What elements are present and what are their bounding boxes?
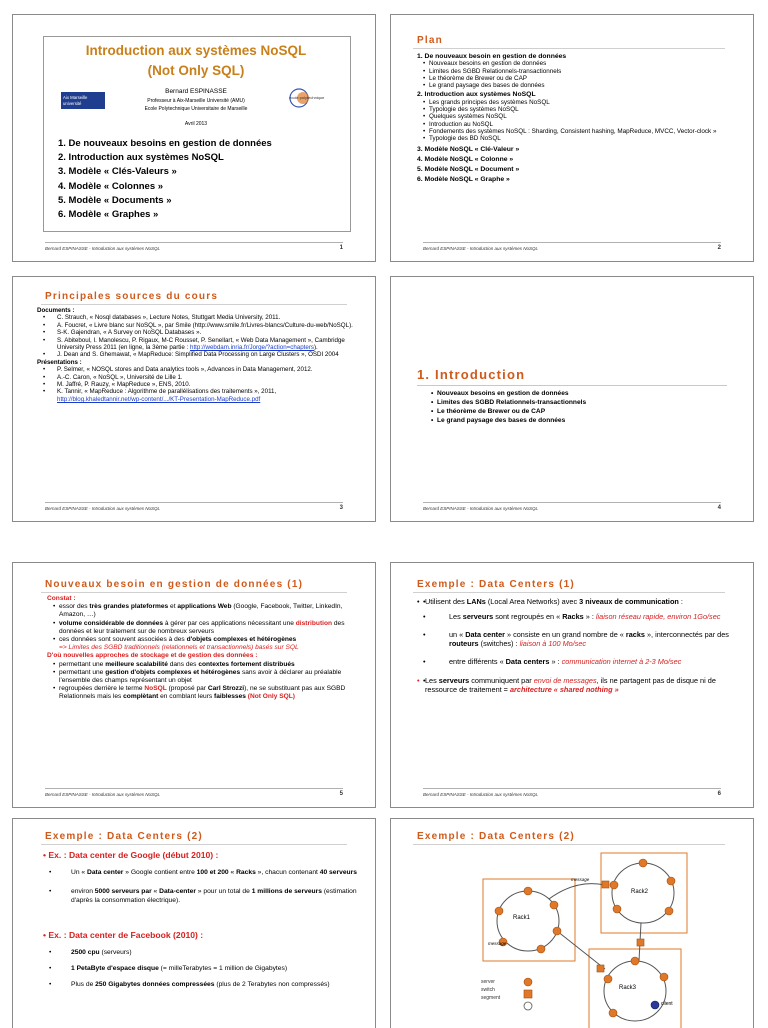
docs-label: Documents : [37, 307, 75, 314]
dc1-sub: • Les serveurs sont regroupés en « Racks » : liaison réseau rapide, environ 1Go/sec [417, 612, 735, 621]
slide-footer [423, 242, 721, 253]
plan-body [417, 51, 735, 184]
server-node [631, 957, 639, 965]
approach-item: • permettant une meilleure scalabilité dans des contextes fortement distribués [47, 661, 357, 669]
server-node [665, 907, 673, 915]
server-node [550, 901, 558, 909]
plan-section: 2. Introduction aux systèmes NoSQL [417, 91, 536, 99]
approach-item: • regroupées derrière le terme NoSQL (proposé par Carl Strozzi), ne se substituant pas aux SGBD Relationnels mais les complètant en comblant leurs faiblesses (Not Only SQL) [47, 685, 357, 701]
plan-section: 6. Modèle NoSQL « Graphe » [417, 176, 510, 184]
legend-segment: segment [481, 995, 501, 1001]
server-node [524, 887, 532, 895]
slide-title: Nouveaux besoin en gestion de données (1) [45, 579, 304, 590]
legend-switch-icon [524, 990, 532, 998]
legend [481, 978, 500, 1002]
plan-section: 1. De nouveaux besoin en gestion de données [417, 53, 567, 60]
outline-item: 6. Modèle « Graphes » [58, 209, 159, 221]
client-node [651, 1001, 659, 1009]
intro-item: • Limites des SGBD Relationnels-transactionnels [425, 398, 735, 407]
datacenter-diagram [391, 819, 754, 1028]
server-node [613, 905, 621, 913]
slide-footer [423, 788, 721, 799]
plan-section: 5. Modèle NoSQL « Document » [417, 166, 520, 174]
switch-node [602, 881, 609, 888]
message-label: message [488, 941, 507, 946]
title-line-1: Introduction aux systèmes NoSQL [85, 43, 307, 58]
rack2-label: Rack2 [631, 889, 649, 895]
slide-title: Exemple : Data Centers (2) [417, 831, 575, 842]
link-rack1-rack3 [557, 931, 605, 969]
amu-logo: Aix Marseille université [61, 92, 105, 109]
server-node [660, 973, 668, 981]
title-rule [41, 304, 347, 305]
facebook-item: • Plus de 250 Gigabytes données compressées (plus de 2 Terabytes non compressés) [43, 980, 357, 989]
pres-item: • A.-C. Caron, « NoSQL », Université de Lille 1. [37, 374, 357, 381]
slide-title [43, 41, 349, 81]
affiliation-2: Ecole Polytechnique Universitaire de Marseille [144, 106, 248, 112]
server-node [667, 877, 675, 885]
client-label: client [661, 1001, 673, 1007]
doc-item: • J. Dean and S. Ghemawat, « MapReduce: Simplified Data Processing on Large Clusters », OSDI 2004 [37, 351, 357, 358]
slide-4 [390, 276, 754, 522]
pres-label: Présentations : [37, 358, 82, 366]
title-rule [413, 48, 725, 49]
limits-note: => Limites des SGBD traditionnels (relationnels et transactionnels) basés sur SQL [59, 644, 299, 652]
legend-segment-icon [524, 1002, 532, 1010]
slide-1 [12, 14, 376, 262]
plan-item: • Typologie des systèmes NoSQL [417, 106, 735, 113]
polytech-logo: école polytechnique [281, 87, 337, 109]
google-item: • environ 5000 serveurs par « Data-center » pour un total de 1 millions de serveurs (estimation d'après la consommation électrique). [43, 887, 357, 905]
date: Avril 2013 [184, 120, 208, 127]
plan-item: • Typologie des BD NoSQL [417, 135, 735, 142]
slide-title: Exemple : Data Centers (2) [45, 831, 203, 842]
constat-item: • essor des très grandes plateformes et applications Web (Google, Facebook, Twitter, LinkedIn, Amazon, …) [47, 603, 357, 619]
approach-item: • permettant une gestion d'objets complexes et hétérogènes sans avoir à déclarer au préalable l'ensemble des champs représentant un objet [47, 669, 357, 685]
google-item: • Un « Data center » Google contient entre 100 et 200 « Racks », chacun contenant 40 serveurs [43, 868, 357, 877]
plan-item: • Limites des SGBD Relationnels-transactionnels [417, 68, 735, 75]
page-number: 1 [339, 245, 343, 251]
slide-title: Exemple : Data Centers (1) [417, 579, 575, 590]
slide-2 [390, 14, 754, 262]
facebook-item: • 1 PetaByte d'espace disque (= milleTerabytes = 1 million de Gigabytes) [43, 964, 357, 973]
intro-item: • Nouveaux besoins en gestion de données [425, 389, 735, 398]
approach-label: D'où nouvelles approches de stockage et de gestion des données : [47, 652, 258, 660]
title-rule [41, 592, 347, 593]
author: Bernard ESPINASSE [165, 88, 227, 95]
title-line-2: (Not Only SQL) [147, 63, 245, 78]
google-heading: • Ex. : Data center de Google (début 2010) : [43, 850, 219, 860]
plan-item: • Fondements des systèmes NoSQL : Sharding, Consistent hashing, MapReduce, MVCC, Vector-clock » [417, 128, 735, 135]
doc-item: • A. Foucret, « Livre blanc sur NoSQL », par Smile (http://www.smile.fr/Livres-blancs/Culture-du-web/NoSQL). [37, 322, 357, 329]
intro-item: • Le théorème de Brewer ou de CAP [425, 407, 735, 416]
facebook-item: • 2500 cpu (serveurs) [43, 948, 357, 957]
doc-item: • C. Strauch, « Nosql databases », Lecture Notes, Stuttgart Media University, 2011. [37, 314, 357, 321]
outline-item: 5. Modèle « Documents » [58, 194, 172, 206]
webdam-link[interactable]: http://webdam.inria.fr/Jorge/?action=chapters [190, 344, 314, 352]
doc-item: • S. Abiteboul, I. Manolescu, P. Rigaux, M-C Rousset, P. Senellart, « Web Data Management », Cambridge University Press 2011 (en ligne, la 3ème partie : http://webdam.inria.fr/Jorge/?action=chapters). [37, 337, 357, 352]
page-number: 4 [717, 505, 721, 511]
pres-item: • P. Selmer, « NOSQL stores and Data analytics tools », Advances in Data Management, 2012. [37, 366, 357, 373]
page-number: 3 [339, 505, 343, 511]
footer-text: Bernard ESPINASSE - Introduction aux systèmes NoSQL [423, 246, 539, 251]
slide-title: Plan [417, 35, 443, 46]
constat-body [47, 595, 357, 702]
constat-label: Constat : [47, 595, 76, 602]
pres-item: • K. Tannir, « MapReduce : Algorithme de parallélisations des traitements », 2011, http://blog.khaledtannir.net/wp-content/.../KT-Presentation-MapReduce.pdf [37, 388, 357, 403]
dc1-point: • • Utilisent des LANs (Local Area Networks) avec 3 niveaux de communication : [417, 597, 735, 606]
footer-text: Bernard ESPINASSE - Introduction aux systèmes NoSQL [423, 506, 539, 511]
author-block [43, 88, 349, 128]
rack1-label: Rack1 [513, 915, 531, 921]
outline-list [58, 137, 272, 222]
footer-text: Bernard ESPINASSE - Introduction aux systèmes NoSQL [45, 792, 161, 797]
slide-5 [12, 562, 376, 808]
plan-item: • Quelques systèmes NoSQL [417, 113, 735, 120]
slide-title: Principales sources du cours [45, 291, 219, 302]
dc1-body [417, 597, 735, 695]
link-rack1-rack2 [549, 884, 605, 899]
outline-item: 2. Introduction aux systèmes NoSQL [58, 152, 224, 164]
title-rule [413, 592, 725, 593]
server-node [604, 975, 612, 983]
dc1-sub: • un « Data center » consiste en un grand nombre de « racks », interconnectés par des routeurs (switches) : liaison à 100 Mo/sec [417, 630, 735, 649]
plan-item: • Le grand paysage des bases de données [417, 82, 735, 89]
rack3-label: Rack3 [619, 985, 637, 991]
slide-3 [12, 276, 376, 522]
server-node [495, 907, 503, 915]
constat-item: • volume considérable de données à gérer par ces applications nécessitant une distribution des données et leur traitement sur de nombreux serveurs [47, 620, 357, 636]
dc1-point: • • Les serveurs communiquent par envoi de messages, ils ne partagent pas de disque ni de ressource de traitement = architecture « shared nothing » [417, 676, 735, 695]
section-title: 1. Introduction [417, 367, 526, 382]
outline-item: 4. Modèle « Colonnes » [58, 180, 164, 192]
message-label: message [571, 877, 590, 882]
outline-item: 1. De nouveaux besoins en gestion de données [58, 138, 272, 149]
slide-6 [390, 562, 754, 808]
footer-text: Bernard ESPINASSE - Introduction aux systèmes NoSQL [45, 506, 161, 511]
title-rule [41, 844, 347, 845]
sources-body [37, 307, 357, 403]
page-number: 5 [339, 791, 343, 797]
dc1-sub: • entre différents « Data centers » : communication internet à 2-3 Mo/sec [417, 657, 735, 666]
plan-item: • Les grands principes des systèmes NoSQL [417, 99, 735, 106]
slide-footer [423, 502, 721, 513]
pres-item: • M. Jaffré, P. Rauzy, « MapReduce », ENS, 2010. [37, 381, 357, 388]
footer-text: Bernard ESPINASSE - Introduction aux systèmes NoSQL [45, 246, 161, 251]
plan-section: 4. Modèle NoSQL « Colonne » [417, 155, 514, 163]
slide-footer [45, 502, 343, 513]
facebook-heading: • Ex. : Data center de Facebook (2010) : [43, 930, 204, 940]
server-node [537, 945, 545, 953]
intro-item: • Le grand paysage des bases de données [425, 416, 735, 425]
doc-item: • S-K. Gajendran, « A Survey on NoSQL Databases ». [37, 329, 357, 336]
affiliation-1: Professeur à Aix-Marseille Université (AMU) [147, 97, 245, 104]
slide-7 [12, 818, 376, 1028]
mapreduce-link[interactable]: http://blog.khaledtannir.net/wp-content/.../KT-Presentation-MapReduce.pdf [57, 395, 261, 403]
page-number: 6 [717, 791, 721, 797]
slide-footer [45, 242, 343, 253]
server-node [553, 927, 561, 935]
switch-node [597, 965, 604, 972]
slide-footer [45, 788, 343, 799]
switch-node [637, 939, 644, 946]
constat-item: • ces données sont souvent associées à des d'objets complexes et hétérogènes => Limites des SGBD traditionnels (relationnels et transactionnels) basés sur SQL [47, 636, 357, 652]
plan-item: • Le théorème de Brewer ou de CAP [417, 75, 735, 82]
dc2-body [43, 851, 357, 989]
plan-item: • Introduction au NoSQL [417, 121, 735, 128]
legend-switch: switch [481, 987, 495, 993]
server-node [610, 881, 618, 889]
server-node [609, 1009, 617, 1017]
footer-text: Bernard ESPINASSE - Introduction aux systèmes NoSQL [423, 792, 539, 797]
intro-list [425, 389, 735, 425]
server-node [639, 859, 647, 867]
section-rule [417, 385, 727, 386]
page-number: 2 [717, 245, 721, 251]
legend-server: server [481, 979, 495, 985]
plan-item: • Nouveaux besoins en gestion de données [417, 60, 735, 67]
plan-section: 3. Modèle NoSQL « Clé-Valeur » [417, 145, 520, 153]
legend-server-icon [524, 978, 532, 986]
slide-8 [390, 818, 754, 1028]
outline-item: 3. Modèle « Clés-Valeurs » [58, 166, 177, 178]
